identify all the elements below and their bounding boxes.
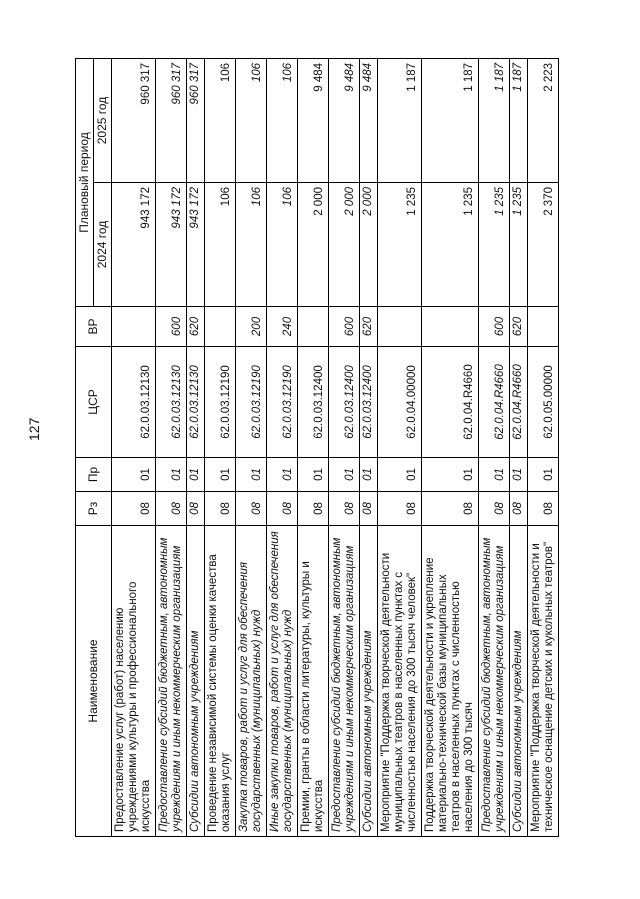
cell-rz: 08	[510, 492, 528, 526]
table-row	[236, 58, 267, 836]
cell-2025: 960 317	[112, 58, 156, 182]
table-row	[422, 58, 479, 836]
cell-name: Мероприятие "Поддержка творческой деятельности и техническое оснащение детских и кукольных театров"	[528, 526, 559, 837]
cell-vr: 600	[479, 307, 510, 347]
col-header-vr: ВР	[76, 307, 112, 347]
cell-2025: 9 484	[298, 58, 329, 182]
cell-2024: 2 370	[528, 183, 559, 307]
cell-csr: 62.0.04.00000	[378, 347, 422, 458]
cell-name: Иные закупки товаров, работ и услуг для обеспечения государственных (муниципальных) нужд	[267, 526, 298, 837]
cell-name: Мероприятие "Поддержка творческой деятельности муниципальных театров в населенных пунктах с численностью населения до 300 тысяч человек"	[378, 526, 422, 837]
cell-2024: 943 172	[112, 183, 156, 307]
cell-2024: 1 235	[378, 183, 422, 307]
cell-pr: 01	[329, 458, 360, 492]
table-row	[205, 58, 236, 836]
cell-2025: 106	[205, 58, 236, 182]
cell-name: Субсидии автономным учреждениям	[360, 526, 378, 837]
table-row	[510, 58, 528, 836]
cell-2024: 1 235	[422, 183, 479, 307]
cell-2024: 2 000	[360, 183, 378, 307]
cell-rz: 08	[329, 492, 360, 526]
col-header-2024: 2024 год	[94, 183, 112, 307]
cell-2024: 943 172	[156, 183, 187, 307]
cell-2024: 2 000	[329, 183, 360, 307]
col-header-name: Наименование	[76, 526, 112, 837]
cell-rz: 08	[298, 492, 329, 526]
cell-csr: 62.0.03.12130	[112, 347, 156, 458]
table-row	[360, 58, 378, 836]
cell-2025: 1 187	[510, 58, 528, 182]
cell-csr: 62.0.03.12400	[329, 347, 360, 458]
cell-name: Субсидии автономным учреждениям	[187, 526, 205, 837]
cell-csr: 62.0.04.R4660	[422, 347, 479, 458]
cell-csr: 62.0.03.12190	[267, 347, 298, 458]
cell-2025: 9 484	[329, 58, 360, 182]
cell-rz: 08	[528, 492, 559, 526]
cell-2025: 106	[236, 58, 267, 182]
cell-rz: 08	[422, 492, 479, 526]
cell-2024: 106	[205, 183, 236, 307]
cell-csr: 62.0.04.R4660	[510, 347, 528, 458]
cell-pr: 01	[510, 458, 528, 492]
cell-csr: 62.0.03.12130	[187, 347, 205, 458]
col-header-rz: Рз	[76, 492, 112, 526]
cell-2025: 960 317	[187, 58, 205, 182]
table-row	[298, 58, 329, 836]
table-row	[187, 58, 205, 836]
cell-vr: 620	[360, 307, 378, 347]
cell-pr: 01	[528, 458, 559, 492]
cell-pr: 01	[236, 458, 267, 492]
cell-vr	[422, 307, 479, 347]
cell-vr	[378, 307, 422, 347]
cell-rz: 08	[205, 492, 236, 526]
cell-vr: 240	[267, 307, 298, 347]
cell-vr	[298, 307, 329, 347]
cell-2025: 106	[267, 58, 298, 182]
cell-name: Закупка товаров, работ и услуг для обеспечения государственных (муниципальных) нужд	[236, 526, 267, 837]
cell-2025: 960 317	[156, 58, 187, 182]
table-row	[112, 58, 156, 836]
cell-name: Предоставление субсидий бюджетным, автономным учреждениям и иным некоммерческим организациям	[329, 526, 360, 837]
cell-csr: 62.0.03.12400	[360, 347, 378, 458]
cell-name: Поддержка творческой деятельности и укрепление материально-технической базы муниципальных театров в населенных пунктах с численностью населения до 300 тысяч	[422, 526, 479, 837]
table-row	[528, 58, 559, 836]
cell-pr: 01	[360, 458, 378, 492]
cell-2024: 2 000	[298, 183, 329, 307]
cell-csr: 62.0.03.12190	[236, 347, 267, 458]
cell-rz: 08	[187, 492, 205, 526]
cell-name: Субсидии автономным учреждениям	[510, 526, 528, 837]
col-header-2025: 2025 год	[94, 58, 112, 182]
cell-2024: 106	[267, 183, 298, 307]
cell-pr: 01	[187, 458, 205, 492]
table-body	[112, 58, 559, 836]
cell-2025: 1 187	[422, 58, 479, 182]
cell-rz: 08	[360, 492, 378, 526]
cell-vr	[205, 307, 236, 347]
cell-2024: 1 235	[479, 183, 510, 307]
table-row	[329, 58, 360, 836]
cell-rz: 08	[267, 492, 298, 526]
col-header-pr: Пр	[76, 458, 112, 492]
cell-name: Предоставление субсидий бюджетным, автономным учреждениям и иным некоммерческим организациям	[479, 526, 510, 837]
cell-2024: 943 172	[187, 183, 205, 307]
col-header-plan-period: Плановый период	[76, 58, 94, 306]
cell-csr: 62.0.03.12130	[156, 347, 187, 458]
rotated-page-content	[75, 59, 616, 837]
cell-2025: 1 187	[378, 58, 422, 182]
cell-vr	[528, 307, 559, 347]
cell-2025: 1 187	[479, 58, 510, 182]
cell-pr: 01	[112, 458, 156, 492]
cell-pr: 01	[298, 458, 329, 492]
cell-pr: 01	[267, 458, 298, 492]
cell-csr: 62.0.03.12400	[298, 347, 329, 458]
cell-pr: 01	[156, 458, 187, 492]
cell-2024: 106	[236, 183, 267, 307]
table-row	[479, 58, 510, 836]
cell-vr: 620	[187, 307, 205, 347]
cell-rz: 08	[378, 492, 422, 526]
cell-vr: 620	[510, 307, 528, 347]
cell-pr: 01	[422, 458, 479, 492]
cell-pr: 01	[205, 458, 236, 492]
cell-csr: 62.0.03.12190	[205, 347, 236, 458]
col-header-csr: ЦСР	[76, 347, 112, 458]
cell-2025: 9 484	[360, 58, 378, 182]
cell-rz: 08	[479, 492, 510, 526]
header-row	[76, 58, 94, 836]
cell-vr: 600	[156, 307, 187, 347]
cell-vr: 600	[329, 307, 360, 347]
cell-2025: 2 223	[528, 58, 559, 182]
cell-vr	[112, 307, 156, 347]
cell-name: Предоставление субсидий бюджетным, автономным учреждениям и иным некоммерческим организациям	[156, 526, 187, 837]
cell-rz: 08	[112, 492, 156, 526]
table-row	[267, 58, 298, 836]
cell-csr: 62.0.04.R4660	[479, 347, 510, 458]
cell-pr: 01	[378, 458, 422, 492]
cell-rz: 08	[236, 492, 267, 526]
cell-2024: 1 235	[510, 183, 528, 307]
budget-table	[75, 58, 559, 837]
table-row	[378, 58, 422, 836]
cell-name: Проведение независимой системы оценки качества оказания услуг	[205, 526, 236, 837]
cell-name: Премии, гранты в области литературы, культуры и искусства	[298, 526, 329, 837]
cell-name: Предоставление услуг (работ) населению учреждениями культуры и профессионального искусства	[112, 526, 156, 837]
cell-rz: 08	[156, 492, 187, 526]
cell-vr: 200	[236, 307, 267, 347]
cell-csr: 62.0.05.00000	[528, 347, 559, 458]
cell-pr: 01	[479, 458, 510, 492]
table-row	[156, 58, 187, 836]
page-number: 127	[26, 417, 42, 441]
